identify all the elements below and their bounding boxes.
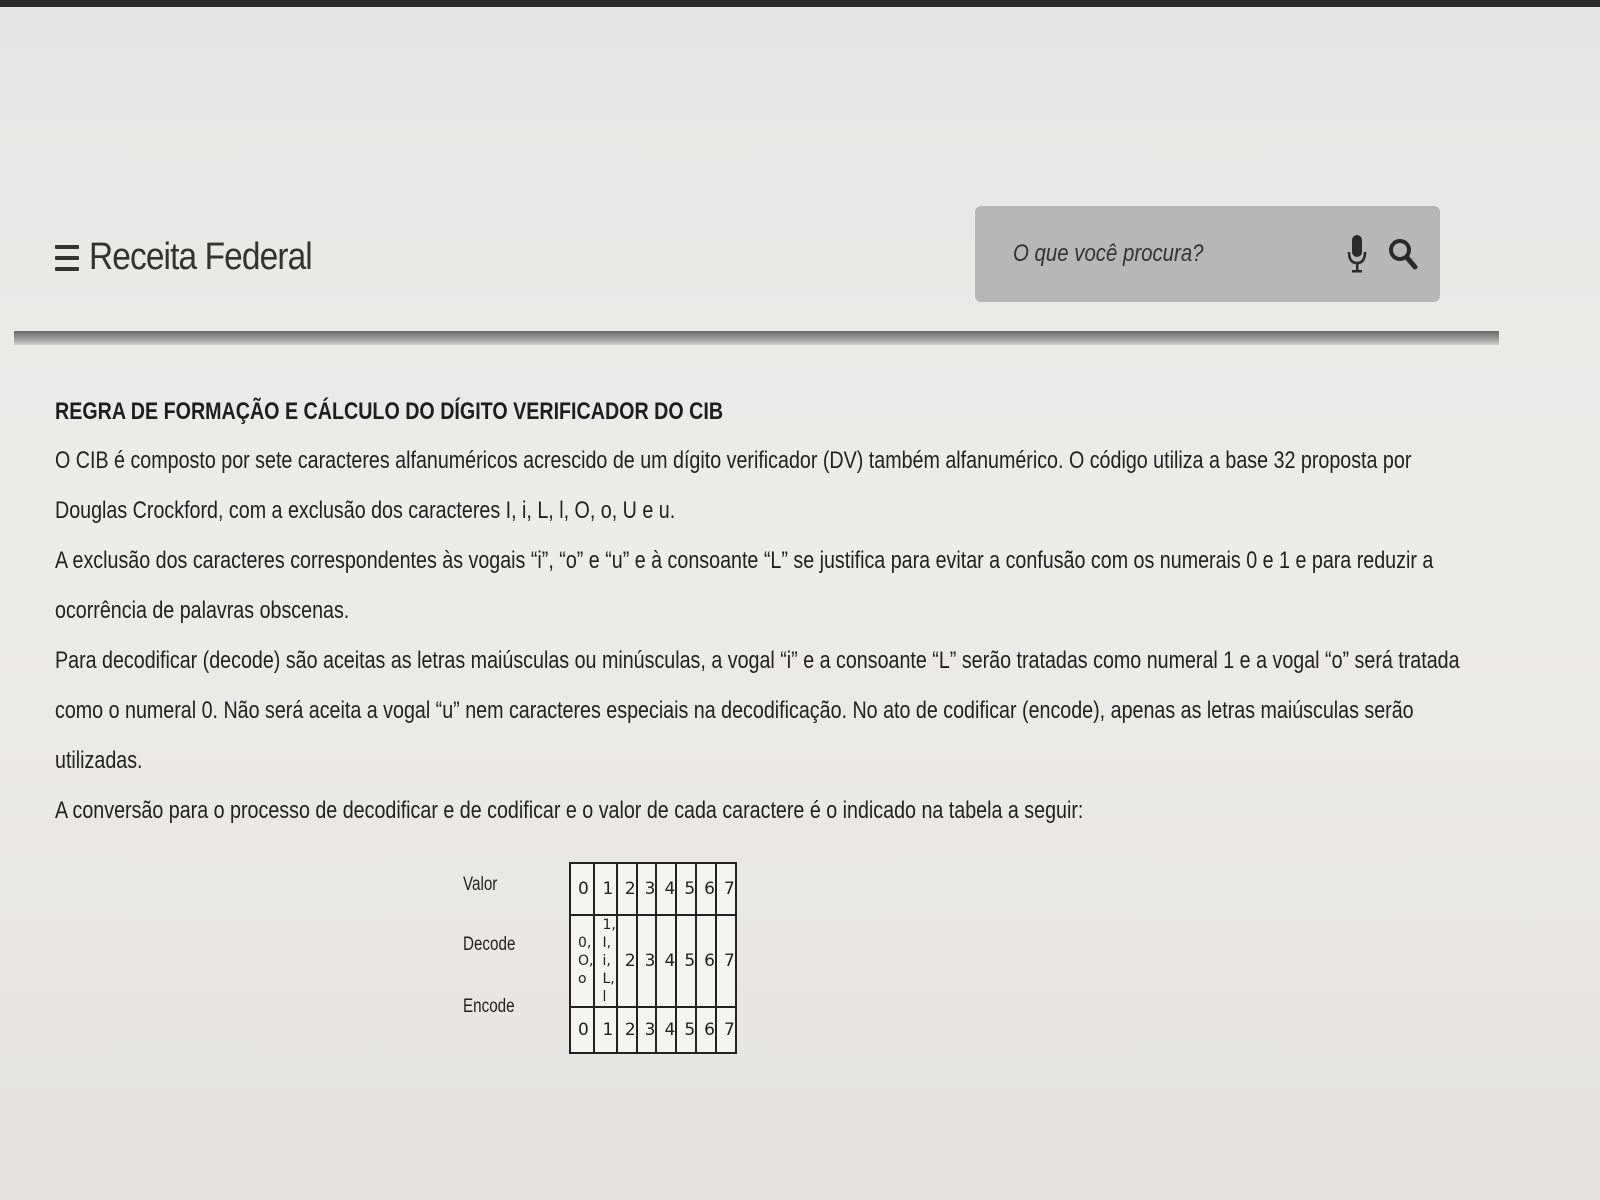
paragraph <box>55 436 1412 536</box>
table-cell: 5 <box>676 863 696 915</box>
paragraph <box>55 636 1460 786</box>
site-brand[interactable]: Receita Federal <box>89 236 312 278</box>
paragraph-line: A exclusão dos caracteres correspondentes às vogais “i”, “o” e “u” e à consoante “L” se justifica para evitar a confusão com os numerais 0 e 1 e para reduzir a <box>55 547 1434 574</box>
hamburger-menu-icon[interactable] <box>55 245 79 271</box>
table-cell: 7 <box>716 915 736 1007</box>
paragraph-line: O CIB é composto por sete caracteres alfanuméricos acrescido de um dígito verificador (DV) também alfanumérico. O código utiliza a base 32 proposta por <box>55 447 1412 474</box>
table-cell: 2 <box>617 863 637 915</box>
table-cell: 6 <box>696 863 716 915</box>
table-row-decode <box>570 915 736 1007</box>
table-cell: 3 <box>637 863 657 915</box>
table-cell: 4 <box>656 915 676 1007</box>
table-cell: 1 <box>594 1007 616 1053</box>
table-cell: 7 <box>716 1007 736 1053</box>
table-cell: 2 <box>617 1007 637 1053</box>
row-label-decode: Decode <box>463 934 516 955</box>
table-cell: 3 <box>637 915 657 1007</box>
table-cell: 5 <box>676 915 696 1007</box>
table-cell: 1, I, i, L, l <box>594 915 616 1007</box>
row-label-encode: Encode <box>463 996 515 1017</box>
table-row-encode <box>570 1007 736 1053</box>
paragraph-line: utilizadas. <box>55 747 143 774</box>
document-heading: REGRA DE FORMAÇÃO E CÁLCULO DO DÍGITO VERIFICADOR DO CIB <box>55 398 724 425</box>
paragraph-line: A conversão para o processo de decodificar e de codificar e o valor de cada caractere é o indicado na tabela a seguir: <box>55 797 1084 824</box>
table-cell: 1 <box>594 863 616 915</box>
conversion-table <box>569 862 737 1054</box>
microphone-icon[interactable] <box>1346 234 1368 274</box>
page-top-edge <box>0 0 1600 7</box>
table-cell: 2 <box>617 915 637 1007</box>
table-cell: 5 <box>676 1007 696 1053</box>
paragraph-line: ocorrência de palavras obscenas. <box>55 597 350 624</box>
table-cell: 0 <box>570 1007 594 1053</box>
site-header <box>55 236 342 279</box>
paragraph-line: Douglas Crockford, com a exclusão dos caracteres I, i, L, l, O, o, U e u. <box>55 497 676 524</box>
header-divider <box>14 331 1499 345</box>
table-cell: 4 <box>656 863 676 915</box>
table-cell: 4 <box>656 1007 676 1053</box>
search-input[interactable]: O que você procura? <box>1013 240 1204 267</box>
table-cell: 6 <box>696 1007 716 1053</box>
search-box[interactable] <box>975 206 1440 302</box>
row-label-valor: Valor <box>463 874 498 895</box>
paragraph-line: Para decodificar (decode) são aceitas as letras maiúsculas ou minúsculas, a vogal “i” e a consoante “L” serão tratadas como numeral 1 e a vogal “o” será tratada <box>55 647 1460 674</box>
paragraph <box>55 786 1236 836</box>
table-cell: 6 <box>696 915 716 1007</box>
table-cell: 3 <box>637 1007 657 1053</box>
paragraph <box>55 536 1434 636</box>
table-cell: 0, O, o <box>570 915 594 1007</box>
table-cell: 7 <box>716 863 736 915</box>
paragraph-line: como o numeral 0. Não será aceita a vogal “u” nem caracteres especiais na decodificação. No ato de codificar (encode), apenas as letras maiúsculas serão <box>55 697 1414 724</box>
table-cell: 0 <box>570 863 594 915</box>
search-icon[interactable] <box>1387 236 1419 272</box>
document-content <box>55 398 1495 836</box>
table-row-valor <box>570 863 736 915</box>
